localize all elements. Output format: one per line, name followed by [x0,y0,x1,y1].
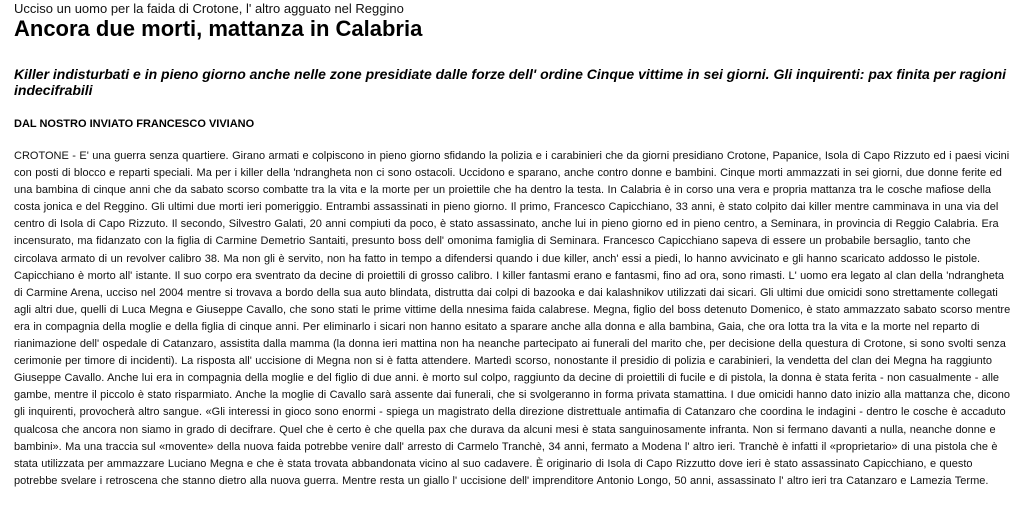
article-body: CROTONE - E' una guerra senza quartiere. Girano armati e colpiscono in pieno giorno sfidando la polizia e i carabinieri che da giorni presidiano Crotone, Papanice, Isola di Capo Rizzuto ed i paesi vicini con posti di blocco e reparti speciali. Ma per i killer della 'ndrangheta non ci sono ostacoli. Uccidono e sparano, anche contro donne e bambini. Cinque morti ammazzati in sei giorni, due donne ferite ed una bambina di cinque anni che da sabato scorso combatte tra la vita e la morte per un proiettile che ha dentro la testa. In Calabria è in corso una vera e propria mattanza tra le cosche mafiose della costa jonica e del Reggino. Gli ultimi due morti ieri pomeriggio. Entrambi assassinati in pieno giorno. Il primo, Francesco Capicchiano, 33 anni, è stato colpito dai killer mentre camminava in una via del centro di Isola di Capo Rizzuto. Il secondo, Silvestro Galati, 20 anni compiuti da poco, è stato assassinato, anche lui in pieno giorno ed in pieno centro, a Seminara, in provincia di Reggio Calabria. Era incensurato, ma fidanzato con la figlia di Carmine Demetrio Santaiti, presunto boss dell' omonima famiglia di Seminara. Francesco Capicchiano sapeva di essere un probabile bersaglio, tanto che circolava armato di un revolver calibro 38. Ma non gli è servito, non ha fatto in tempo a difendersi quando i due killer, anch' essi a piedi, lo hanno avvicinato e gli hanno scaricato addosso le pistole. Capicchiano è morto all' istante. Il suo corpo era sventrato da decine di proiettili di grosso calibro. I killer fantasmi erano e fantasmi, fino ad ora, sono rimasti. L' uomo era legato al clan della 'ndrangheta di Carmine Arena, ucciso nel 2004 mentre si trovava a bordo della sua auto blindata, distrutta dai colpi di bazooka e dai kalashnikov utilizzati dai sicari. Gli ultimi due omicidi sono strettamente collegati agli altri due, quelli di Luca Megna e Giuseppe Cavallo, che sono stati le prime vittime della nnesima faida calabrese. Megna, figlio del boss detenuto Domenico, è stato ammazzato sabato scorso mentre era in compagnia della moglie e della figlia di cinque anni. Per eliminarlo i sicari non hanno esitato a sparare anche alla donna e alla bambina, Gaia, che ora lotta tra la vita e la morte nel reparto di rianimazione dell' ospedale di Catanzaro, assistita dalla mamma (la donna ieri mattina non ha neanche partecipato ai funerali del marito che, per decisione della questura di Crotone, si sono svolti senza cerimonie per timore di incidenti). La risposta all' uccisione di Megna non si è fatta attendere. Martedì scorso, nonostante il presidio di polizia e carabinieri, la vendetta del clan dei Megna ha raggiunto Giuseppe Cavallo. Anche lui era in compagnia della moglie e del figlio di due anni. è morto sul colpo, raggiunto da decine di proiettili di fucile e di pistola, la donna è stata ferita - non casualmente - alle gambe, mentre il piccolo è stato risparmiato. Anche la moglie di Cavallo sarà assente dai funerali, che si svolgeranno in forma privata stamattina. I due omicidi hanno dato inizio alla mattanza che, dicono gli inquirenti, provocherà altro sangue. «Gli interessi in gioco sono enormi - spiega un magistrato della direzione distrettuale antimafia di Catanzaro che coordina le indagini - dentro le cosche è accaduto qualcosa che ancora non siamo in grado di decifrare. Quel che è certo è che quella pax che durava da alcuni mesi è stata sanguinosamente infranta. Non si fermano davanti a nulla, neanche donne e bambini». Ma una traccia sul «movente» della nuova faida potrebbe venire dall' arresto di Carmelo Tranchè, 34 anni, fermato a Modena l' altro ieri. Tranchè è infatti il «proprietario» di una pistola che è stata utilizzata per ammazzare Luciano Megna e che è stata trovata abbandonata vicino al suo cadavere. È originario di Isola di Capo Rizzutto dove ieri è stato assassinato Capicchiano, e questo potrebbe svelare i retroscena che stanno dietro alla nuova guerra. Mentre resta un giallo l' uccisione dell' imprenditore Antonio Longo, 50 anni, assassinato l' altro ieri tra Catanzaro e Lamezia Terme. [14,150,1011,487]
article-kicker: Ucciso un uomo per la faida di Crotone, l' altro agguato nel Reggino [14,1,404,16]
article-byline: DAL NOSTRO INVIATO FRANCESCO VIVIANO [14,118,255,130]
article-subtitle: Killer indisturbati e in pieno giorno anche nelle zone presidiate dalle forze dell' ordine Cinque vittime in sei giorni. Gli inquirenti: pax finita per ragioni indecifrabili [14,66,1007,98]
article [14,0,1014,490]
article-headline: Ancora due morti, mattanza in Calabria [14,16,423,41]
